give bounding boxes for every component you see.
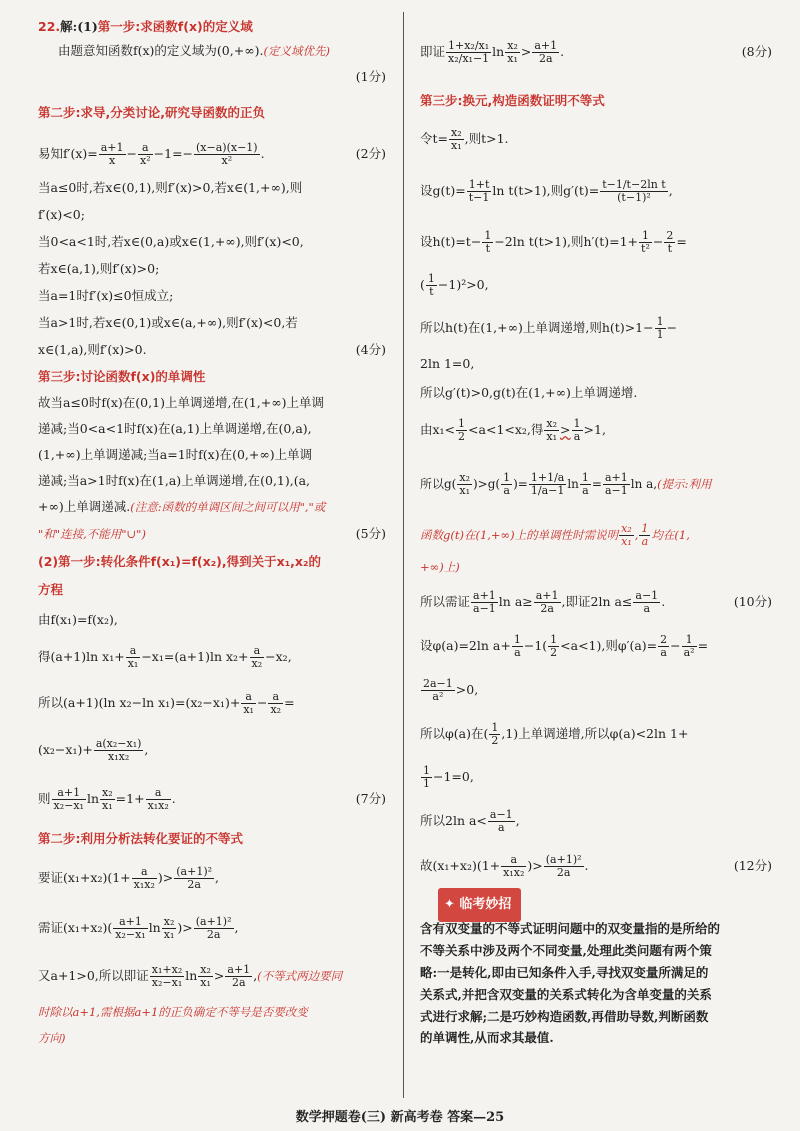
tip-line: 的单调性,从而求其最值. xyxy=(420,1030,554,1046)
tip-line: 略:一是转化,即由已知条件入手,寻找双变量所满足的 xyxy=(420,964,709,980)
tip-line: 关系式,并把含双变量的关系式转化为含单变量的关系 xyxy=(420,986,712,1002)
tip-box xyxy=(420,918,776,1049)
text-line: 所以g′(t)>0,g(t)在(1,+∞)上单调递增. xyxy=(420,385,638,400)
fraction: $\frac{\text{1+x₂/x₁}}{\text{x₂/x₁−1}}$ xyxy=(448,38,490,65)
fraction: $\frac{a}{\text{x₁x₂}}$ xyxy=(147,785,169,812)
text-line: +∞)上单调递减. xyxy=(38,499,131,514)
fraction: $\frac{\text{x₂}}{\text{x₁}}$ xyxy=(200,962,211,989)
note-text: (注意:函数的单调区间之间可以用","或 xyxy=(130,500,326,514)
text-line: 若x∈(a,1),则f′(x)>0; xyxy=(38,261,160,276)
fraction: $\frac{\text{x₂}}{\text{x₁}}$ xyxy=(546,416,558,443)
text-line: 递减;当0<a<1时f(x)在(a,1)上单调递增,在(0,a), xyxy=(38,421,312,436)
right-column: 即证 $\frac{\text{1+x₂/x₁}}{\text{x₂/x₁−1}}$ ln $\frac{\text{x₂}}{\text{x₁}}$ > $\frac{a+1}{2a}$ . (8分) 第三步:换元,构造函数证明不等式 令t= $\frac{\text{x₂}}{\text{x₁}}$ ,则t>1. 设g(t)= $\frac{1+t}{t-1}$ ln t(t>1),则g′(t)= $\frac{\text{t−1/t−2ln t}}{\text{(t−1)²}}$ , 设h(t)=t− $\frac{1}{t}$ −2ln t(t>1),则h′(t)=1+ $\frac{1}{\text{t²}}$ − $\frac{2}{t}$ = ( $\frac{1}{t}$ −1)²>0, 所以h(t)在(1,+∞)上单调递增,则h(t)>1− $\frac{1}{1}$ − 2ln 1=0, 所以g′(t)>0,g(t)在(1,+∞)上单调递增. 由x₁< $\frac{1}{2}$ <a<1<x₂,得 $\frac{\text{x₂}}{\text{x₁}}$ > $\frac{1}{a}$ >1, 所以g( $\frac{\text{x₂}}{\text{x₁}}$ )>g( $\frac{1}{a}$ )= $\frac{1+1/a}{1/a-1}$ ln $\frac{1}{a}$ = $\frac{a+1}{a-1}$ ln a,(提示:利用 函数g(t)在(1,+∞)上的单调性时需说明 $\frac{\text{x₂}}{\text{x₁}}$ , $\frac{1}{a}$ 均在(1, +∞)上) 所以需证 $\frac{a+1}{a-1}$ ln a≥ $\frac{a+1}{2a}$ ,即证2ln a≤ $\frac{a-1}{a}$ . (10分) 设φ(a)=2ln a+ $\frac{1}{a}$ −1( $\frac{1}{2}$ <a<1),则φ′(a)= $\frac{2}{a}$ − $\frac{1}{\text{a²}}$ = $\frac{2a-1}{\text{a²}}$ >0, 所以φ(a)在( $\frac{1}{2}$ ,1)上单调递增,所以φ(a)<2ln 1+ $\frac{1}{1}$ −1=0, 所以2ln a< $\frac{a-1}{a}$ , 故(x₁+x₂)(1+ $\frac{a}{\text{x₁x₂}}$ )> $\frac{\text{(a+1)²}}{2a}$ . (12分) ✦ 临考妙招 含有双变量的不等式证明问题中的双变量指的是所给的 不等关系中涉及两个不同变量,处理此类问题有两个策 略:一是转化,即由已知条件入手,寻找双变量所满足的 关系式,并把含双变量的关系式转化为含单变量的关系 式进行求解;二是巧妙构造函数,再借助导数,判断函数 的单调性,从而求其最值. xyxy=(420,18,776,1049)
text-line: x∈(1,a),则f′(x)>0. xyxy=(38,342,147,357)
text-line: 当a>1时,若x∈(0,1)或x∈(a,+∞),则f′(x)<0,若 xyxy=(38,315,298,330)
tip-line: 含有双变量的不等式证明问题中的双变量指的是所给的 xyxy=(420,921,721,936)
text-line: (1,+∞)上单调递减;当a=1时f(x)在(0,+∞)上单调 xyxy=(38,447,313,462)
fraction: $\frac{\text{(a+1)²}}{2a}$ xyxy=(176,864,213,891)
fraction: $\frac{a-1}{a}$ xyxy=(635,588,659,615)
fraction: $\frac{\text{x₂}}{\text{x₁}}$ xyxy=(621,521,632,548)
score-label: (5分) xyxy=(355,526,386,541)
fraction: $\frac{a}{\text{x₁}}$ xyxy=(127,643,139,670)
fraction: $\frac{(x-a)(x-1)}{\text{x²}}$ xyxy=(196,140,258,167)
fraction: $\frac{\text{x₂}}{\text{x₁}}$ xyxy=(163,914,175,941)
fraction: $\frac{a}{\text{x₂}}$ xyxy=(270,689,282,716)
fraction: $\frac{\text{a(x₂−x₁)}}{\text{x₁x₂}}$ xyxy=(95,736,142,763)
sparkle-icon: ✦ xyxy=(444,897,460,912)
fraction: $\frac{a+1}{2a}$ xyxy=(535,588,559,615)
fraction: $\frac{a+1}{2a}$ xyxy=(227,962,251,989)
fraction: $\frac{1}{\text{a²}}$ xyxy=(683,632,695,659)
fraction: $\frac{1}{2}$ xyxy=(458,416,466,443)
fraction: $\frac{a}{\text{x₁x₂}}$ xyxy=(133,864,155,891)
fraction: $\frac{\text{x₁+x₂}}{\text{x₂−x₁}}$ xyxy=(151,962,183,989)
fraction: $\frac{a+1}{\text{x₂−x₁}}$ xyxy=(115,914,146,941)
fraction: $\frac{1}{a}$ xyxy=(573,416,581,443)
score-label: (10分) xyxy=(733,594,772,609)
fraction: $\frac{a+1}{x}$ xyxy=(100,140,124,167)
fraction: $\frac{2}{a}$ xyxy=(660,632,668,659)
text-line: 故当a≤0时f(x)在(0,1)上单调递增,在(1,+∞)上单调 xyxy=(38,395,324,410)
fraction: $\frac{1}{1}$ xyxy=(423,763,430,790)
page-footer: 数学押题卷(三) 新高考卷 答案—25 xyxy=(295,1110,505,1125)
fraction: $\frac{a+1}{\text{x₂−x₁}}$ xyxy=(53,785,84,812)
wavy-underline: $\frac{\text{x₂}}{\text{x₁}}$ > $\frac{1}{a}$ xyxy=(546,416,581,443)
note-text: (定义域优先) xyxy=(263,44,330,58)
fraction: $\frac{a}{\text{x₁x₂}}$ xyxy=(503,852,525,879)
note-text: +∞)上) xyxy=(420,560,460,574)
text-line: 当a=1时f′(x)≤0恒成立; xyxy=(38,288,174,303)
tip-badge-label: 临考妙招 xyxy=(459,897,512,912)
fraction: $\frac{1}{a}$ xyxy=(513,632,521,659)
score-label: (7分) xyxy=(355,791,386,806)
step-heading: 第三步:讨论函数f(x)的单调性 xyxy=(38,369,206,384)
text-line: 当0<a<1时,若x∈(0,a)或x∈(1,+∞),则f′(x)<0, xyxy=(38,234,304,249)
fraction: $\frac{1}{2}$ xyxy=(491,720,499,747)
solution-label: 解:(1) xyxy=(60,19,98,34)
text-line: 由f(x₁)=f(x₂), xyxy=(38,612,118,627)
text-line: 由题意知函数f(x)的定义域为(0,+∞). xyxy=(58,43,264,58)
text-line: 当a≤0时,若x∈(0,1),则f′(x)>0,若x∈(1,+∞),则 xyxy=(38,180,303,195)
score-label: (1分) xyxy=(355,69,386,84)
column-divider xyxy=(403,12,404,1098)
fraction: $\frac{2a-1}{\text{a²}}$ xyxy=(423,676,453,703)
step-heading: 方程 xyxy=(38,582,64,597)
score-label: (8分) xyxy=(741,44,772,59)
tip-line: 不等关系中涉及两个不同变量,处理此类问题有两个策 xyxy=(420,942,712,958)
text-line: 递减;当a>1时f(x)在(1,a)上单调递增,在(0,1),(a, xyxy=(38,473,311,488)
fraction: $\frac{1+1/a}{1/a-1}$ xyxy=(530,470,565,497)
text-line: 易知f′(x)= xyxy=(38,146,98,161)
fraction: $\frac{1}{\text{t²}}$ xyxy=(641,228,650,255)
question-number: 22. xyxy=(38,19,61,34)
fraction: $\frac{a}{\text{x²}}$ xyxy=(140,140,151,167)
fraction: $\frac{a-1}{a}$ xyxy=(489,807,513,834)
fraction: $\frac{\text{x₂}}{\text{x₁}}$ xyxy=(451,125,462,152)
tip-badge xyxy=(438,888,521,922)
note-text: (不等式两边要同 xyxy=(257,969,343,983)
fraction: $\frac{a+1}{2a}$ xyxy=(534,38,558,65)
fraction: $\frac{\text{x₂}}{\text{x₁}}$ xyxy=(102,785,113,812)
fraction: $\frac{1}{a}$ xyxy=(641,521,649,548)
text-line: 2ln 1=0, xyxy=(420,356,475,371)
fraction: $\frac{1}{a}$ xyxy=(503,470,511,497)
step-heading: 第一步:求函数f(x)的定义域 xyxy=(97,19,253,34)
fraction: $\frac{a}{\text{x₂}}$ xyxy=(251,643,263,670)
fraction: $\frac{\text{x₂}}{\text{x₁}}$ xyxy=(459,470,470,497)
fraction: $\frac{1}{t}$ xyxy=(484,228,492,255)
fraction: $\frac{1}{2}$ xyxy=(550,632,558,659)
note-text: 函数g(t)在(1,+∞)上的单调性时需说明 xyxy=(420,528,619,542)
score-label: (2分) xyxy=(355,146,386,161)
step-heading: 第二步:利用分析法转化要证的不等式 xyxy=(38,831,243,846)
fraction: $\frac{\text{x₂}}{\text{x₁}}$ xyxy=(507,38,518,65)
fraction: $\frac{\text{t−1/t−2ln t}}{\text{(t−1)²}}$ xyxy=(602,177,666,204)
note-text: (提示:利用 xyxy=(657,477,712,491)
fraction: $\frac{1}{a}$ xyxy=(581,470,589,497)
fraction: $\frac{1+t}{t-1}$ xyxy=(468,177,490,204)
left-column: 22.解:(1)第一步:求函数f(x)的定义域 由题意知函数f(x)的定义域为(0,+∞).(定义域优先) (1分) 第二步:求导,分类讨论,研究导函数的正负 易知f′(x)= $\frac{a+1}{x}$ − $\frac{a}{\text{x²}}$ −1=− $\frac{(x-a)(x-1)}{\text{x²}}$ . (2分) 当a≤0时,若x∈(0,1),则f′(x)>0,若x∈(1,+∞),则 f′(x)<0; 当0<a<1时,若x∈(0,a)或x∈(1,+∞),则f′(x)<0, 若x∈(a,1),则f′(x)>0; 当a=1时f′(x)≤0恒成立; 当a>1时,若x∈(0,1)或x∈(a,+∞),则f′(x)<0,若 x∈(1,a),则f′(x)>0. (4分) 第三步:讨论函数f(x)的单调性 故当a≤0时f(x)在(0,1)上单调递增,在(1,+∞)上单调 递减;当0<a<1时f(x)在(a,1)上单调递增,在(0,a), (1,+∞)上单调递减;当a=1时f(x)在(0,+∞)上单调 递减;当a>1时f(x)在(1,a)上单调递增,在(0,1),(a, +∞)上单调递减.(注意:函数的单调区间之间可以用","或 "和"连接,不能用"∪") (5分) (2)第一步:转化条件f(x₁)=f(x₂),得到关于x₁,x₂的 方程 由f(x₁)=f(x₂), 得(a+1)ln x₁+ $\frac{a}{\text{x₁}}$ −x₁=(a+1)ln x₂+ $\frac{a}{\text{x₂}}$ −x₂, 所以(a+1)(ln x₂−ln x₁)=(x₂−x₁)+ $\frac{a}{\text{x₁}}$ − $\frac{a}{\text{x₂}}$ = (x₂−x₁)+ $\frac{\text{a(x₂−x₁)}}{\text{x₁x₂}}$ , 则 $\frac{a+1}{\text{x₂−x₁}}$ ln $\frac{\text{x₂}}{\text{x₁}}$ =1+ $\frac{a}{\text{x₁x₂}}$ . (7分) 第二步:利用分析法转化要证的不等式 要证(x₁+x₂)(1+ $\frac{a}{\text{x₁x₂}}$ )> $\frac{\text{(a+1)²}}{2a}$ , 需证(x₁+x₂)( $\frac{a+1}{\text{x₂−x₁}}$ ln $\frac{\text{x₂}}{\text{x₁}}$ )> $\frac{\text{(a+1)²}}{2a}$ , 又a+1>0,所以即证 $\frac{\text{x₁+x₂}}{\text{x₂−x₁}}$ ln $\frac{\text{x₂}}{\text{x₁}}$ > $\frac{a+1}{2a}$ ,(不等式两边要同 时除以a+1,需根据a+1的正负确定不等号是否要改变 方向) xyxy=(38,18,390,1051)
fraction: $\frac{1}{t}$ xyxy=(427,271,435,298)
note-text: 时除以a+1,需根据a+1的正负确定不等号是否要改变 xyxy=(38,1005,308,1019)
fraction: $\frac{a}{\text{x₁}}$ xyxy=(243,689,254,716)
fraction: $\frac{\text{(a+1)²}}{2a}$ xyxy=(195,914,232,941)
note-text: 方向) xyxy=(38,1031,66,1045)
fraction: $\frac{a+1}{a-1}$ xyxy=(604,470,628,497)
score-label: (12分) xyxy=(733,858,772,873)
text-line: f′(x)<0; xyxy=(38,207,85,222)
step-heading: 第二步:求导,分类讨论,研究导函数的正负 xyxy=(38,105,265,120)
fraction: $\frac{2}{t}$ xyxy=(666,228,674,255)
step-heading: (2)第一步:转化条件f(x₁)=f(x₂),得到关于x₁,x₂的 xyxy=(38,554,321,569)
fraction: $\frac{a+1}{a-1}$ xyxy=(473,588,496,615)
fraction: $\frac{1}{1}$ xyxy=(656,314,664,341)
note-text: "和"连接,不能用"∪") xyxy=(38,527,146,541)
fraction: $\frac{\text{(a+1)²}}{2a}$ xyxy=(545,852,582,879)
tip-line: 式进行求解;二是巧妙构造函数,再借助导数,判断函数 xyxy=(420,1008,709,1024)
score-label: (4分) xyxy=(355,342,386,357)
step-heading: 第三步:换元,构造函数证明不等式 xyxy=(420,93,605,108)
